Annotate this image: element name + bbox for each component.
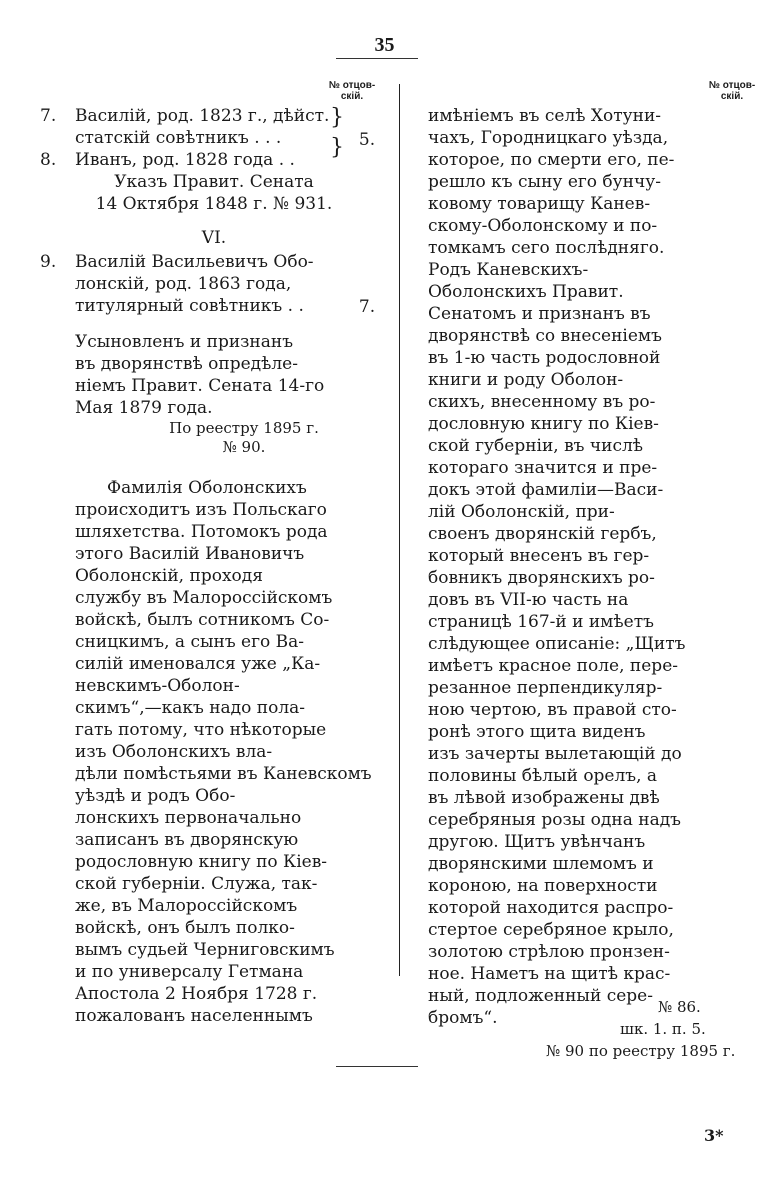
page-number: 35 xyxy=(374,34,395,56)
entry-8: 8. Иванъ, род. 1828 года . . xyxy=(40,150,295,170)
entry-9: 9. Василій Васильевичъ Обо- лонскій, род. 1863 года, титулярный совѣтникъ . . xyxy=(40,252,314,316)
text-line: своенъ дворянскій гербъ, xyxy=(428,524,657,544)
text-line: скимъ“,—какъ надо пола- xyxy=(75,698,306,718)
text-line: книги и роду Оболон- xyxy=(428,370,624,390)
family-history xyxy=(40,477,388,1027)
text-line: лонскихъ первоначально xyxy=(75,808,302,828)
text-line: ный, подложенный сере- xyxy=(428,986,653,1006)
text-line: короною, на поверхности xyxy=(428,876,658,896)
text-line: въ 1-ю часть родословной xyxy=(428,348,661,368)
text-line: решло къ сыну его бунчу- xyxy=(428,172,661,192)
left-column-header: № отцов- скій. xyxy=(328,80,376,102)
text-line: ронѣ этого щита виденъ xyxy=(428,722,646,742)
text-line: дословную книгу по Кіев- xyxy=(428,414,659,434)
text-line: слѣдующее описаніе: „Щитъ xyxy=(428,634,686,654)
text-line: дѣли помѣстьями въ Каневскомъ xyxy=(75,764,372,784)
header-rule xyxy=(336,58,418,59)
text-line: докъ этой фамиліи—Васи- xyxy=(428,480,664,500)
footer-rule xyxy=(336,1066,418,1067)
text-line: Оболонскій, проходя xyxy=(75,566,263,586)
registry-footer: № 90 по реестру 1895 г. xyxy=(546,1042,736,1060)
entry-number: 8. xyxy=(40,150,57,170)
text-line: золотою стрѣлою пронзен- xyxy=(428,942,670,962)
text-line: скому-Оболонскому и по- xyxy=(428,216,658,236)
brace: } xyxy=(330,105,344,130)
text-line: Сенатомъ и признанъ въ xyxy=(428,304,651,324)
text-line: въ лѣвой изображены двѣ xyxy=(428,788,660,808)
text-line: родословную книгу по Кіев- xyxy=(75,852,328,872)
entry-number: 9. xyxy=(40,252,57,272)
text-line: томкамъ сего послѣдняго. xyxy=(428,238,665,258)
text-line: довъ въ VII-ю часть на xyxy=(428,590,629,610)
text-line: записанъ въ дворянскую xyxy=(75,830,299,850)
entry-number: 7. xyxy=(40,106,57,126)
left-column xyxy=(40,105,388,1027)
text-line: лій Оболонскій, при- xyxy=(428,502,615,522)
text-line: ною чертою, въ правой сто- xyxy=(428,700,677,720)
text-line: изъ Оболонскихъ вла- xyxy=(75,742,273,762)
text-line: пожалованъ населеннымъ xyxy=(75,1006,313,1026)
text-line: чахъ, Городницкаго уѣзда, xyxy=(428,128,669,148)
text-line: происходитъ изъ Польскаго xyxy=(75,500,327,520)
adoption-note: Усыновленъ и признанъ въ дворянствѣ опредѣле- ніемъ Правит. Сената 14-го Мая 1879 года. xyxy=(75,332,325,418)
text-line: дворянствѣ со внесеніемъ xyxy=(428,326,662,346)
decree: Указъ Правит. Сената 14 Октября 1848 г. № 931. xyxy=(95,172,333,214)
text-line: же, въ Малороссійскомъ xyxy=(75,896,298,916)
right-column-header: № отцов- скій. xyxy=(708,80,756,102)
text-line: имѣніемъ въ селѣ Хотуни- xyxy=(428,106,662,126)
coat-of-arms-description xyxy=(428,105,728,1029)
entry-7: 7. Василій, род. 1823 г., дѣйст. статскій совѣтникъ . . . xyxy=(40,106,330,148)
text-line: службу въ Малороссійскомъ xyxy=(75,588,333,608)
right-column xyxy=(428,105,728,1029)
text-line: шляхетства. Потомокъ рода xyxy=(75,522,328,542)
text-line: вымъ судьей Черниговскимъ xyxy=(75,940,335,960)
father-number: 7. xyxy=(358,297,376,317)
text-line: силій именовался уже „Ка- xyxy=(75,654,321,674)
text-line: другою. Щитъ увѣнчанъ xyxy=(428,832,646,852)
text-line: скихъ, внесенному въ ро- xyxy=(428,392,656,412)
text-line: стертое серебряное крыло, xyxy=(428,920,674,940)
text-line: ской губерніи. Служа, так- xyxy=(75,874,318,894)
text-line: ковому товарищу Канев- xyxy=(428,194,651,214)
arms-number: № 86. xyxy=(658,998,701,1016)
text-line: который внесенъ въ гер- xyxy=(428,546,650,566)
text-line: котораго значится и пре- xyxy=(428,458,658,478)
text-line: страницѣ 167-й и имѣетъ xyxy=(428,612,654,632)
text-line: этого Василій Ивановичъ xyxy=(75,544,305,564)
father-number: 5. xyxy=(358,130,376,150)
text-line: дворянскими шлемомъ и xyxy=(428,854,654,874)
text-line: имѣетъ красное поле, пере- xyxy=(428,656,678,676)
text-line: ской губерніи, въ числѣ xyxy=(428,436,644,456)
text-line: уѣздѣ и родъ Обо- xyxy=(75,786,236,806)
registry-ref: По реестру 1895 г. № 90. xyxy=(169,419,319,456)
text-line: изъ зачерты вылетающій до xyxy=(428,744,682,764)
brace: } xyxy=(330,135,344,160)
text-line: войскѣ, былъ сотникомъ Со- xyxy=(75,610,330,630)
text-line: войскѣ, онъ былъ полко- xyxy=(75,918,295,938)
text-line: Оболонскихъ Правит. xyxy=(428,282,624,302)
text-line: резанное перпендикуляр- xyxy=(428,678,663,698)
text-line: и по универсалу Гетмана xyxy=(75,962,304,982)
text-line: Апостола 2 Ноября 1728 г. xyxy=(75,984,318,1004)
text-line: которое, по смерти его, пе- xyxy=(428,150,675,170)
signature-mark: 3* xyxy=(704,1126,724,1145)
text-line: ное. Наметъ на щитѣ крас- xyxy=(428,964,671,984)
text-line: бовникъ дворянскихъ ро- xyxy=(428,568,655,588)
shelf-ref: шк. 1. п. 5. xyxy=(620,1020,706,1038)
column-divider xyxy=(399,84,400,976)
text-line: сницкимъ, а сынъ его Ва- xyxy=(75,632,305,652)
text-line: Родъ Каневскихъ- xyxy=(428,260,589,280)
section-heading: VI. xyxy=(201,228,227,248)
text-line: Фамилія Оболонскихъ xyxy=(107,478,307,498)
text-line: гать потому, что нѣкоторые xyxy=(75,720,327,740)
text-line: бромъ“. xyxy=(428,1008,498,1028)
text-line: серебряныя розы одна надъ xyxy=(428,810,681,830)
text-line: невскимъ-Оболон- xyxy=(75,676,240,696)
text-line: половины бѣлый орелъ, а xyxy=(428,766,658,786)
text-line: которой находится распро- xyxy=(428,898,674,918)
